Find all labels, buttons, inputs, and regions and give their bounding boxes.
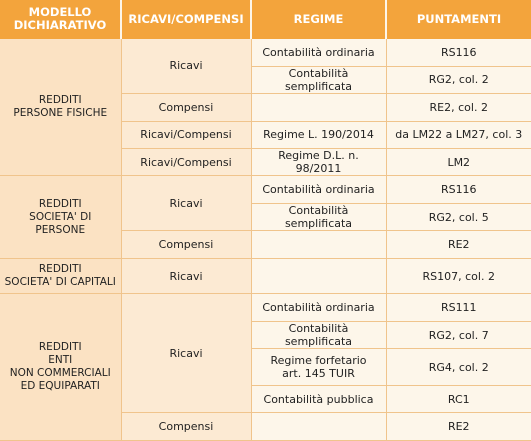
enc-regime-pubblica: Contabilità pubblica [251, 385, 386, 412]
pf-ricavi-compensi-2: Ricavi/Compensi [121, 148, 251, 175]
pf-ricavi-compensi-1: Ricavi/Compensi [121, 121, 251, 148]
enc-regime-semplificata: Contabilità semplificata [251, 321, 386, 348]
table-row [0, 258, 531, 294]
sp-regime-ordinaria: Contabilità ordinaria [251, 176, 386, 203]
sp-compensi: Compensi [121, 231, 251, 258]
sp-regime-empty [251, 231, 386, 258]
enc-regime-ordinaria: Contabilità ordinaria [251, 294, 386, 321]
enc-punt-forfetario: RG4, col. 2 [386, 349, 531, 386]
pf-punt-semplificata: RG2, col. 2 [386, 66, 531, 93]
pf-punt-dl98: LM2 [386, 148, 531, 175]
sc-regime-empty [251, 258, 386, 294]
table-row [0, 176, 531, 203]
section-societa-persone: REDDITI SOCIETA' DI PERSONE [0, 176, 121, 258]
header-modello: MODELLO DICHIARATIVO [0, 0, 121, 39]
pf-punt-ordinaria: RS116 [386, 39, 531, 66]
table-row [0, 39, 531, 66]
sp-punt-ordinaria: RS116 [386, 176, 531, 203]
pf-punt-l190: da LM22 a LM27, col. 3 [386, 121, 531, 148]
enc-ricavi: Ricavi [121, 294, 251, 413]
sp-punt-compensi: RE2 [386, 231, 531, 258]
section-societa-capitali: REDDITI SOCIETA' DI CAPITALI [0, 258, 121, 294]
section-enti-non-commerciali: REDDITI ENTI NON COMMERCIALI ED EQUIPARATI [0, 294, 121, 441]
pf-regime-l190: Regime L. 190/2014 [251, 121, 386, 148]
pf-regime-semplificata: Contabilità semplificata [251, 66, 386, 93]
pf-ricavi: Ricavi [121, 39, 251, 94]
pf-compensi: Compensi [121, 94, 251, 121]
pf-regime-empty [251, 94, 386, 121]
header-row [0, 0, 531, 39]
sc-punt-ricavi: RS107, col. 2 [386, 258, 531, 294]
enc-punt-semplificata: RG2, col. 7 [386, 321, 531, 348]
table-row [0, 294, 531, 321]
header-regime: REGIME [251, 0, 386, 39]
enc-punt-ordinaria: RS111 [386, 294, 531, 321]
section-persone-fisiche: REDDITI PERSONE FISICHE [0, 39, 121, 176]
enc-regime-forfetario: Regime forfetario art. 145 TUIR [251, 349, 386, 386]
enc-regime-empty [251, 413, 386, 441]
pf-regime-dl98: Regime D.L. n. 98/2011 [251, 148, 386, 175]
enc-punt-compensi: RE2 [386, 413, 531, 441]
pf-punt-compensi: RE2, col. 2 [386, 94, 531, 121]
pf-regime-ordinaria: Contabilità ordinaria [251, 39, 386, 66]
sc-ricavi: Ricavi [121, 258, 251, 294]
sp-punt-semplificata: RG2, col. 5 [386, 203, 531, 230]
enc-punt-pubblica: RC1 [386, 385, 531, 412]
enc-compensi: Compensi [121, 413, 251, 441]
header-ricavi-compensi: RICAVI/COMPENSI [121, 0, 251, 39]
sp-ricavi: Ricavi [121, 176, 251, 231]
sp-regime-semplificata: Contabilità semplificata [251, 203, 386, 230]
header-puntamenti: PUNTAMENTI [386, 0, 531, 39]
